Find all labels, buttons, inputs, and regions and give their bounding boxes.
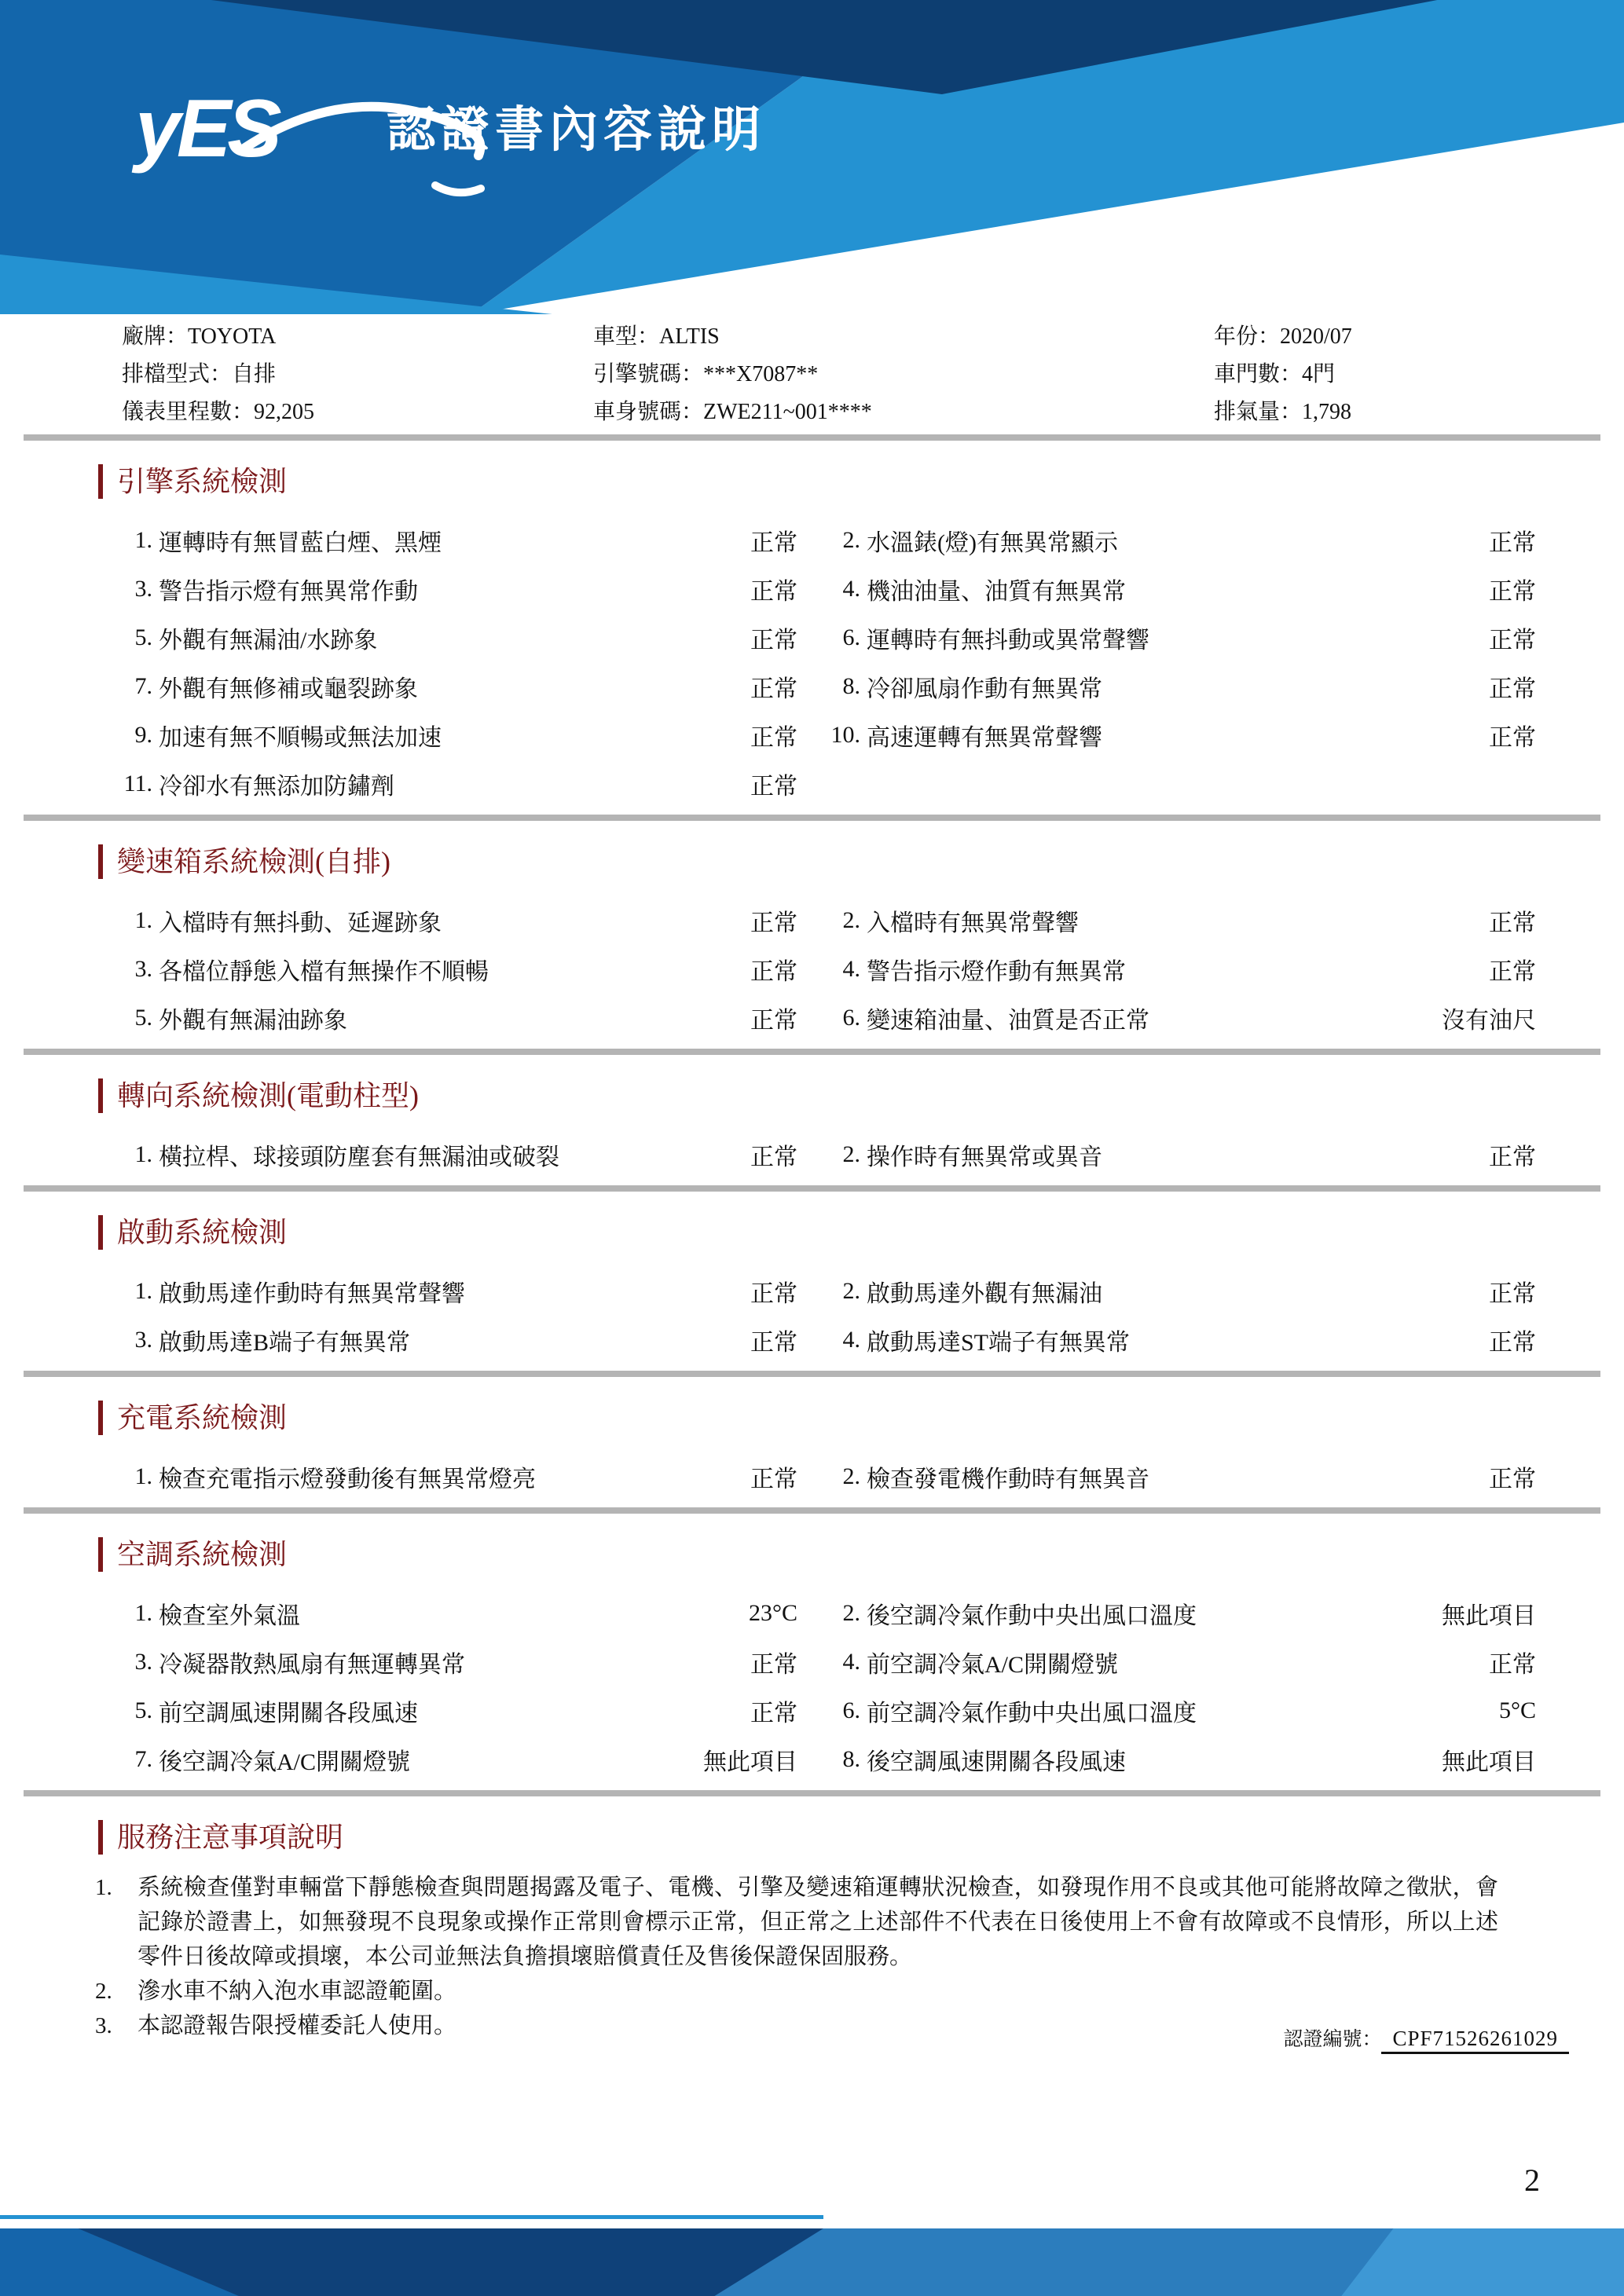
item-status: 正常 xyxy=(750,959,797,985)
vehicle-info-cell: 車型：ALTIS xyxy=(593,324,720,349)
item-label: 警告指示燈作動有無異常 xyxy=(867,959,1126,985)
item-number: 3. xyxy=(134,956,152,982)
item-status: 沒有油尺 xyxy=(1442,1008,1536,1034)
check-item-row xyxy=(110,516,1536,565)
item-label: 外觀有無修補或龜裂跡象 xyxy=(159,676,418,702)
item-number: 4. xyxy=(842,1649,860,1675)
item-label: 變速箱油量、油質是否正常 xyxy=(867,1008,1149,1034)
note-text: 本認證報告限授權委託人使用。 xyxy=(137,2013,457,2038)
service-note-item xyxy=(90,1974,1545,2009)
item-number: 3. xyxy=(134,1649,152,1675)
item-status: 正常 xyxy=(750,1144,797,1170)
item-label: 警告指示燈有無異常作動 xyxy=(159,579,418,605)
item-label: 各檔位靜態入檔有無操作不順暢 xyxy=(159,959,489,985)
check-item-row xyxy=(110,1316,1536,1364)
item-label: 後空調冷氣作動中央出風口溫度 xyxy=(867,1603,1197,1629)
item-number: 2. xyxy=(842,1463,860,1489)
item-number: 10. xyxy=(830,722,860,748)
item-number: 1. xyxy=(134,907,152,933)
item-number: 2. xyxy=(842,907,860,933)
item-status: 無此項目 xyxy=(1442,1749,1536,1775)
item-label: 橫拉桿、球接頭防塵套有無漏油或破裂 xyxy=(159,1144,559,1170)
item-number: 2. xyxy=(842,1141,860,1167)
certificate-number-label: 認證編號： xyxy=(1283,2029,1382,2050)
footer-banner xyxy=(0,2228,1624,2296)
inspection-sections xyxy=(0,464,1624,1796)
section-divider xyxy=(24,1790,1600,1796)
item-number: 3. xyxy=(134,576,152,602)
item-status: 正常 xyxy=(750,1701,797,1727)
check-item-row xyxy=(110,945,1536,994)
item-number: 11. xyxy=(123,771,152,796)
item-label: 前空調冷氣作動中央出風口溫度 xyxy=(867,1701,1197,1727)
vehicle-info-cell: 儀表里程數：92,205 xyxy=(122,400,315,424)
item-number: 6. xyxy=(842,1697,860,1723)
item-label: 檢查充電指示燈發動後有無異常燈亮 xyxy=(159,1467,536,1492)
item-number: 4. xyxy=(842,956,860,982)
section-divider xyxy=(24,1507,1600,1514)
item-number: 2. xyxy=(842,1600,860,1626)
item-label: 後空調冷氣A/C開關燈號 xyxy=(159,1749,411,1775)
item-status: 正常 xyxy=(750,910,797,936)
section-rows xyxy=(110,516,1536,808)
item-label: 啟動馬達B端子有無異常 xyxy=(159,1330,411,1356)
item-label: 外觀有無漏油/水跡象 xyxy=(159,628,378,654)
check-item-row xyxy=(110,1589,1536,1638)
vehicle-info-table xyxy=(122,318,1624,431)
item-status: 正常 xyxy=(1489,910,1536,936)
check-item-row xyxy=(110,760,1536,808)
item-status: 正常 xyxy=(750,530,797,556)
section-divider xyxy=(24,434,1600,441)
item-number: 1. xyxy=(134,1278,152,1304)
section-rows xyxy=(110,1267,1536,1364)
check-item-row xyxy=(110,1267,1536,1316)
item-status: 正常 xyxy=(750,1652,797,1678)
item-status: 正常 xyxy=(750,1330,797,1356)
item-status: 正常 xyxy=(750,579,797,605)
check-item-row xyxy=(110,565,1536,613)
item-label: 檢查發電機作動時有無異音 xyxy=(867,1467,1149,1492)
inspection-section xyxy=(0,1537,1624,1784)
item-number: 1. xyxy=(134,1600,152,1626)
service-notes-section xyxy=(0,1820,1624,2043)
item-number: 5. xyxy=(134,1697,152,1723)
item-status: 正常 xyxy=(1489,676,1536,702)
item-status: 正常 xyxy=(750,628,797,654)
item-number: 8. xyxy=(842,1746,860,1772)
vehicle-info-cell: 車身號碼：ZWE211~001**** xyxy=(593,400,872,424)
header-banner xyxy=(0,0,1624,314)
item-status: 無此項目 xyxy=(703,1749,797,1775)
item-number: 2. xyxy=(842,527,860,553)
section-heading: 轉向系統檢測(電動柱型) xyxy=(98,1078,1624,1113)
yes-logo-text: yES xyxy=(135,83,278,174)
section-heading: 服務注意事項說明 xyxy=(98,1820,1624,1855)
note-number: 3. xyxy=(95,2013,112,2038)
item-label: 加速有無不順暢或無法加速 xyxy=(159,725,442,751)
item-label: 機油油量、油質有無異常 xyxy=(867,579,1126,605)
service-notes-list xyxy=(90,1870,1545,2043)
section-heading: 充電系統檢測 xyxy=(98,1401,1624,1435)
item-number: 6. xyxy=(842,1005,860,1031)
item-label: 啟動馬達作動時有無異常聲響 xyxy=(159,1281,465,1307)
item-label: 外觀有無漏油跡象 xyxy=(159,1008,347,1034)
footer-accent-line xyxy=(0,2215,823,2219)
item-label: 啟動馬達ST端子有無異常 xyxy=(867,1330,1131,1356)
check-item-row xyxy=(110,994,1536,1042)
item-status: 正常 xyxy=(750,774,797,800)
item-number: 4. xyxy=(842,576,860,602)
section-divider xyxy=(24,1185,1600,1192)
note-number: 2. xyxy=(95,1979,112,2004)
inspection-section xyxy=(0,1215,1624,1364)
item-label: 檢查室外氣溫 xyxy=(159,1603,300,1629)
section-rows xyxy=(110,896,1536,1042)
certificate-number-value: CPF71526261029 xyxy=(1381,2027,1569,2054)
item-status: 正常 xyxy=(1489,628,1536,654)
item-label: 前空調冷氣A/C開關燈號 xyxy=(867,1652,1119,1678)
item-status: 正常 xyxy=(1489,1281,1536,1307)
section-rows xyxy=(110,1130,1536,1179)
section-heading: 引擎系統檢測 xyxy=(98,464,1624,499)
item-number: 3. xyxy=(134,1327,152,1353)
vehicle-info-cell: 排檔型式：自排 xyxy=(122,362,277,386)
item-status: 正常 xyxy=(750,676,797,702)
item-status: 正常 xyxy=(1489,1467,1536,1492)
note-number: 1. xyxy=(95,1875,112,1900)
item-label: 冷凝器散熱風扇有無運轉異常 xyxy=(159,1652,465,1678)
item-status: 正常 xyxy=(1489,1144,1536,1170)
item-status: 23°C xyxy=(748,1600,797,1626)
item-number: 2. xyxy=(842,1278,860,1304)
inspection-section xyxy=(0,464,1624,808)
document-content xyxy=(0,318,1624,2043)
item-number: 5. xyxy=(134,1005,152,1031)
page-number: 2 xyxy=(1524,2162,1540,2198)
page-title: 認證書內容說明 xyxy=(387,103,767,157)
item-status: 5°C xyxy=(1498,1697,1536,1723)
section-rows xyxy=(110,1589,1536,1784)
item-status: 正常 xyxy=(1489,579,1536,605)
vehicle-info-cell: 廠牌：TOYOTA xyxy=(122,324,277,349)
section-heading: 變速箱系統檢測(自排) xyxy=(98,844,1624,879)
check-item-row xyxy=(110,662,1536,711)
vehicle-info-cell: 排氣量：1,798 xyxy=(1214,400,1352,424)
inspection-section xyxy=(0,1078,1624,1179)
inspection-section xyxy=(0,844,1624,1042)
section-rows xyxy=(110,1452,1536,1501)
check-item-row xyxy=(110,1686,1536,1735)
item-number: 7. xyxy=(134,1746,152,1772)
item-status: 正常 xyxy=(750,1467,797,1492)
item-label: 操作時有無異常或異音 xyxy=(867,1144,1102,1170)
section-divider xyxy=(24,1371,1600,1377)
check-item-row xyxy=(110,1452,1536,1501)
item-number: 1. xyxy=(134,527,152,553)
item-label: 高速運轉有無異常聲響 xyxy=(867,725,1102,751)
item-label: 後空調風速開關各段風速 xyxy=(867,1749,1126,1775)
item-number: 8. xyxy=(842,673,860,699)
item-number: 1. xyxy=(134,1141,152,1167)
service-note-item xyxy=(90,1870,1545,1974)
item-number: 7. xyxy=(134,673,152,699)
note-text: 系統檢查僅對車輛當下靜態檢查與問題揭露及電子、電機、引擎及變速箱運轉狀況檢查，如發現作用不良或其他可能將故障之徵狀，會記錄於證書上，如無發現不良現象或操作正常則會標示正常，但正常之上述部件不代表在日後使用上不會有故障或不良情形，所以上述零件日後故障或損壞，本公司並無法負擔損壞賠償責任及售後保證保固服務。 xyxy=(137,1875,1498,1969)
check-item-row xyxy=(110,1638,1536,1686)
vehicle-info-cell: 引擎號碼：***X7087** xyxy=(593,362,819,386)
section-divider xyxy=(24,1049,1600,1055)
section-divider xyxy=(24,815,1600,821)
item-label: 入檔時有無異常聲響 xyxy=(867,910,1079,936)
check-item-row xyxy=(110,711,1536,760)
check-item-row xyxy=(110,1735,1536,1784)
item-status: 正常 xyxy=(1489,959,1536,985)
vehicle-info-cell: 車門數：4門 xyxy=(1214,362,1336,386)
item-status: 正常 xyxy=(750,725,797,751)
item-label: 入檔時有無抖動、延遲跡象 xyxy=(159,910,442,936)
item-label: 冷卻水有無添加防鏽劑 xyxy=(159,774,394,800)
check-item-row xyxy=(110,613,1536,662)
vehicle-info-cell: 年份：2020/07 xyxy=(1214,324,1352,349)
item-status: 正常 xyxy=(1489,1330,1536,1356)
item-number: 6. xyxy=(842,624,860,650)
item-label: 啟動馬達外觀有無漏油 xyxy=(867,1281,1102,1307)
item-number: 9. xyxy=(134,722,152,748)
inspection-section xyxy=(0,1401,1624,1501)
item-number: 5. xyxy=(134,624,152,650)
item-status: 正常 xyxy=(750,1281,797,1307)
item-label: 運轉時有無抖動或異常聲響 xyxy=(867,628,1149,654)
item-status: 正常 xyxy=(1489,725,1536,751)
section-heading: 空調系統檢測 xyxy=(98,1537,1624,1572)
item-status: 正常 xyxy=(1489,530,1536,556)
check-item-row xyxy=(110,1130,1536,1179)
item-label: 冷卻風扇作動有無異常 xyxy=(867,676,1102,702)
section-heading: 啟動系統檢測 xyxy=(98,1215,1624,1250)
item-number: 4. xyxy=(842,1327,860,1353)
item-label: 運轉時有無冒藍白煙、黑煙 xyxy=(159,530,442,556)
note-text: 滲水車不納入泡水車認證範圍。 xyxy=(137,1979,457,2004)
check-item-row xyxy=(110,896,1536,945)
item-label: 水溫錶(燈)有無異常顯示 xyxy=(867,530,1118,556)
item-label: 前空調風速開關各段風速 xyxy=(159,1701,418,1727)
item-status: 正常 xyxy=(1489,1652,1536,1678)
item-status: 無此項目 xyxy=(1442,1603,1536,1629)
item-status: 正常 xyxy=(750,1008,797,1034)
item-number: 1. xyxy=(134,1463,152,1489)
certificate-number-line xyxy=(1283,2023,1569,2052)
